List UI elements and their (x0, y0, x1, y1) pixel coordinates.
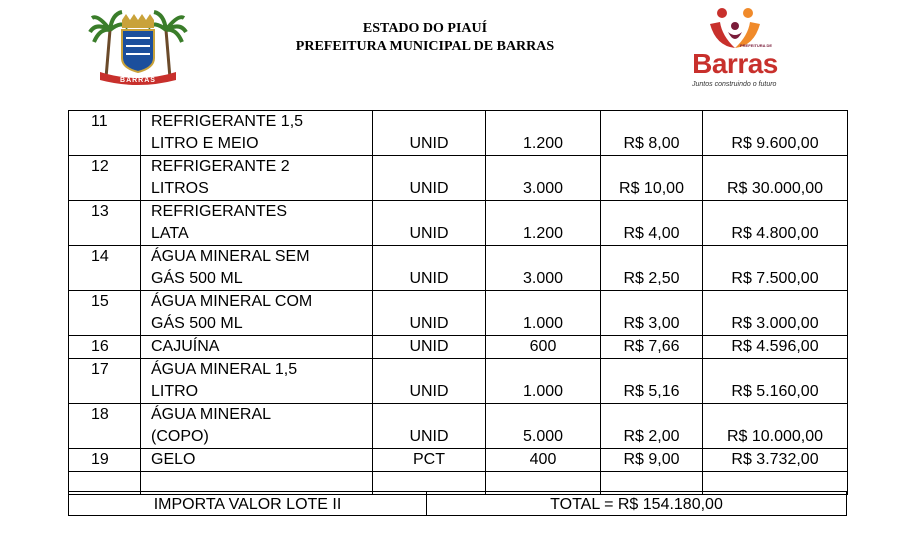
item-quantity-cell: 3.000 (486, 246, 601, 291)
item-description-line: GÁS 500 ML (151, 315, 243, 332)
item-unit-cell: UNID (373, 404, 486, 449)
item-total-cell: R$ 9.600,00 (703, 111, 848, 156)
item-number-cell: 13 (69, 201, 141, 246)
item-description-line: ÁGUA MINERAL COM (151, 293, 313, 310)
item-total-cell: R$ 10.000,00 (703, 404, 848, 449)
item-unit-cell: PCT (373, 449, 486, 472)
table-row (69, 336, 848, 359)
item-quantity-cell: 5.000 (486, 404, 601, 449)
people-logo-icon (680, 6, 790, 51)
header-title-block (250, 20, 600, 56)
item-description-cell (141, 449, 373, 472)
item-unit-price-cell: R$ 3,00 (601, 291, 703, 336)
item-number-cell: 19 (69, 449, 141, 472)
item-description-cell (141, 201, 373, 246)
item-description-line: LITRO E MEIO (151, 135, 259, 152)
item-unit-price-cell: R$ 2,50 (601, 246, 703, 291)
item-unit-cell: UNID (373, 246, 486, 291)
item-number-cell: 15 (69, 291, 141, 336)
item-unit-cell: UNID (373, 156, 486, 201)
item-quantity-cell: 1.000 (486, 291, 601, 336)
item-quantity-cell: 1.200 (486, 201, 601, 246)
item-total-cell: R$ 3.732,00 (703, 449, 848, 472)
item-unit-price-cell: R$ 4,00 (601, 201, 703, 246)
items-table (68, 110, 848, 495)
item-unit-cell: UNID (373, 359, 486, 404)
items-table-body (69, 111, 848, 495)
item-number-cell: 17 (69, 359, 141, 404)
item-description-cell (141, 246, 373, 291)
table-row (69, 404, 848, 449)
item-unit-cell: UNID (373, 336, 486, 359)
item-unit-cell: UNID (373, 111, 486, 156)
item-description-line: ÁGUA MINERAL 1,5 (151, 361, 298, 378)
item-unit-cell: UNID (373, 201, 486, 246)
item-unit-price-cell: R$ 7,66 (601, 336, 703, 359)
item-description-line: LITROS (151, 180, 209, 197)
item-unit-price-cell: R$ 2,00 (601, 404, 703, 449)
item-unit-price-cell: R$ 8,00 (601, 111, 703, 156)
item-description-line: GÁS 500 ML (151, 270, 243, 287)
item-number-cell: 18 (69, 404, 141, 449)
item-total-cell: R$ 4.800,00 (703, 201, 848, 246)
table-row (69, 111, 848, 156)
item-description-cell (141, 156, 373, 201)
item-description-line: LATA (151, 225, 189, 242)
document-header (0, 0, 900, 100)
item-description-cell (141, 359, 373, 404)
table-row (69, 246, 848, 291)
item-number-cell: 14 (69, 246, 141, 291)
crest-emblem-icon (88, 8, 188, 86)
item-description-line: ÁGUA MINERAL SEM (151, 248, 310, 265)
item-quantity-cell: 3.000 (486, 156, 601, 201)
item-total-cell: R$ 4.596,00 (703, 336, 848, 359)
item-description-line: REFRIGERANTES (151, 203, 288, 220)
logo-wordmark: Barras (692, 48, 778, 79)
table-row (69, 156, 848, 201)
item-total-cell: R$ 7.500,00 (703, 246, 848, 291)
item-description-cell (141, 291, 373, 336)
item-unit-cell: UNID (373, 291, 486, 336)
item-total-cell: R$ 5.160,00 (703, 359, 848, 404)
item-quantity-cell: 400 (486, 449, 601, 472)
item-description-cell (141, 111, 373, 156)
table-row (69, 201, 848, 246)
barras-logo (680, 6, 790, 96)
item-total-cell: R$ 30.000,00 (703, 156, 848, 201)
logo-prefix: PREFEITURA DE (740, 43, 773, 48)
item-number-cell: 16 (69, 336, 141, 359)
crest-label: BARRAS (120, 77, 156, 84)
table-row (69, 291, 848, 336)
item-description-line: (COPO) (151, 428, 209, 445)
lot-total: TOTAL = R$ 154.180,00 (550, 496, 723, 513)
municipal-crest (88, 8, 188, 86)
item-description-line: REFRIGERANTE 2 (151, 158, 290, 175)
item-unit-price-cell: R$ 10,00 (601, 156, 703, 201)
item-quantity-cell: 600 (486, 336, 601, 359)
logo-slogan: Juntos construindo o futuro (692, 81, 777, 88)
item-quantity-cell: 1.200 (486, 111, 601, 156)
item-total-cell: R$ 3.000,00 (703, 291, 848, 336)
item-description-line: GELO (151, 451, 196, 468)
item-description-cell (141, 404, 373, 449)
table-row (69, 359, 848, 404)
item-description-cell (141, 336, 373, 359)
item-description-line: CAJUÍNA (151, 338, 220, 355)
item-description-line: LITRO (151, 383, 199, 400)
item-quantity-cell: 1.000 (486, 359, 601, 404)
item-unit-price-cell: R$ 9,00 (601, 449, 703, 472)
state-title: ESTADO DO PIAUÍ (362, 21, 488, 36)
lot-total-row (68, 491, 847, 516)
city-hall-title: PREFEITURA MUNICIPAL DE BARRAS (295, 39, 555, 54)
item-number-cell: 11 (69, 111, 141, 156)
item-description-line: REFRIGERANTE 1,5 (151, 113, 304, 130)
table-row (69, 449, 848, 472)
item-unit-price-cell: R$ 5,16 (601, 359, 703, 404)
item-number-cell: 12 (69, 156, 141, 201)
lot-label: IMPORTA VALOR LOTE II (69, 492, 427, 515)
item-description-line: ÁGUA MINERAL (151, 406, 272, 423)
